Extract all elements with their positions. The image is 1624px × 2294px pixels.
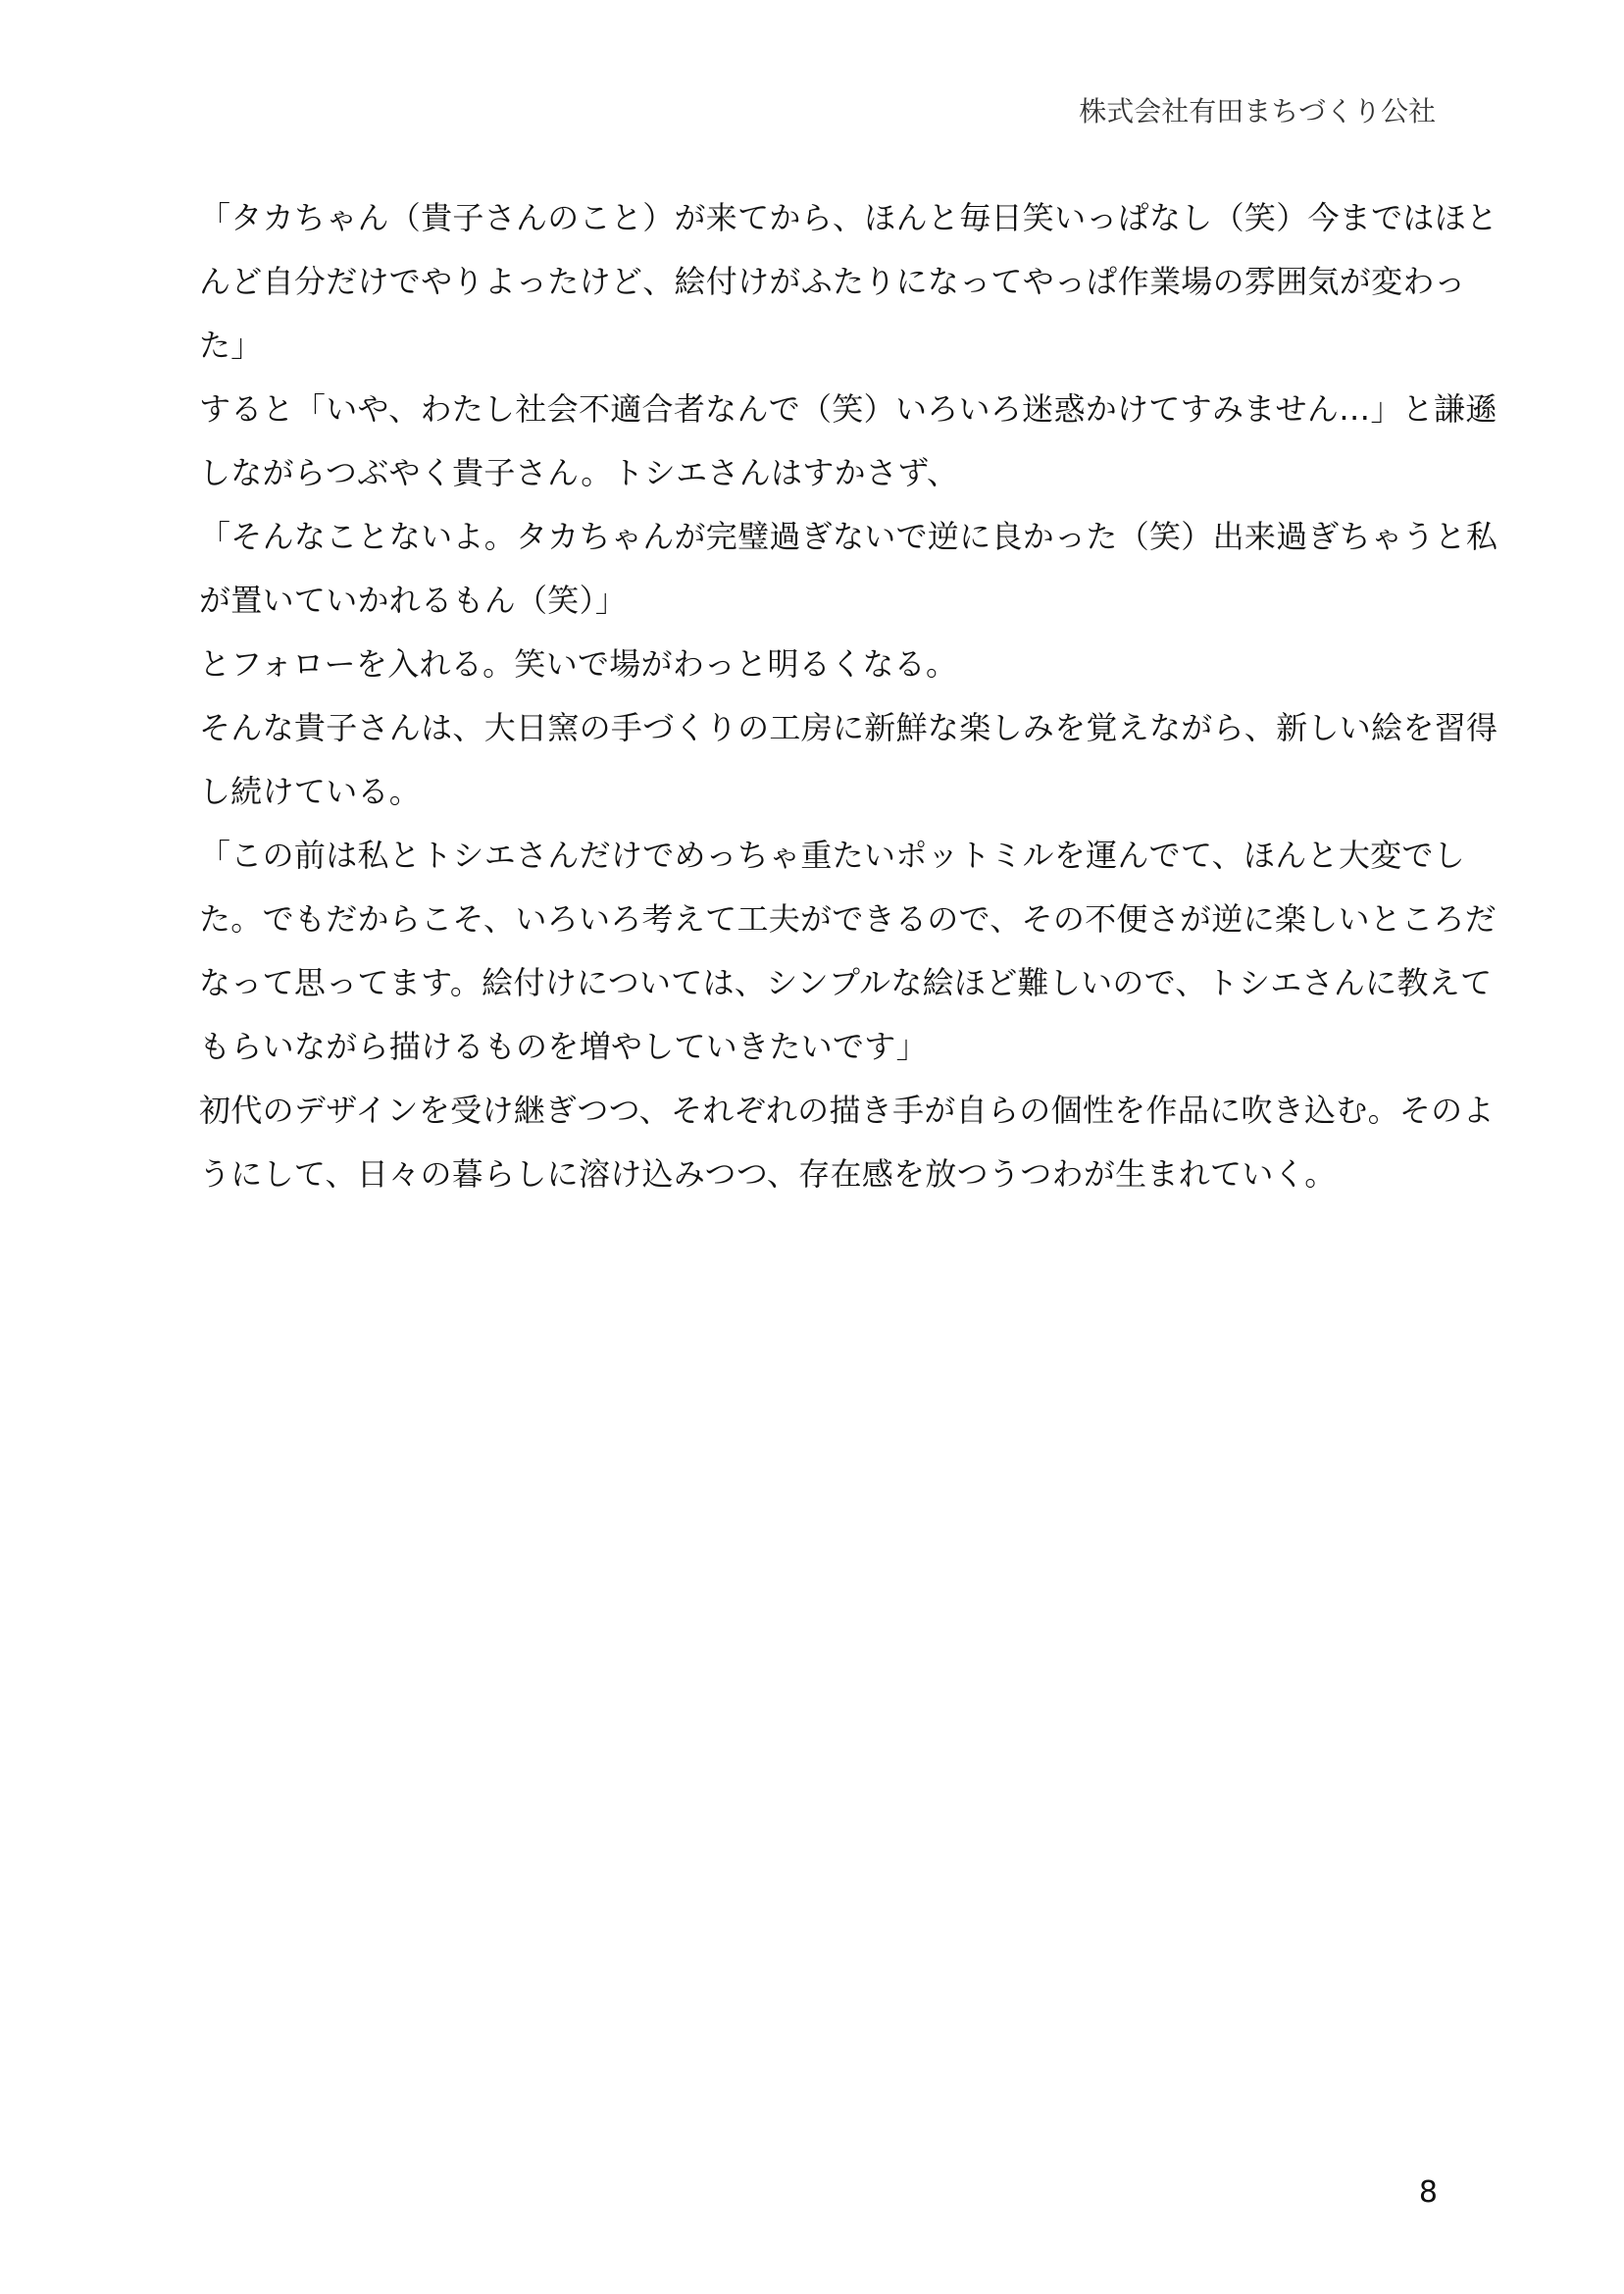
body-text bbox=[199, 186, 1498, 1206]
text-line: た。でもだからこそ、いろいろ考えて工夫ができるので、その不便さが逆に楽しいところだ bbox=[199, 900, 1497, 938]
text-line: もらいながら描けるものを増やしていきたいです」 bbox=[199, 1028, 928, 1065]
text-line: うにして、日々の暮らしに溶け込みつつ、存在感を放つうつわが生まれていく。 bbox=[199, 1155, 1337, 1193]
text-line: とフォローを入れる。笑いで場がわっと明るくなる。 bbox=[199, 645, 958, 683]
text-line: 「この前は私とトシエさんだけでめっちゃ重たいポットミルを運んでて、ほんと大変でし bbox=[199, 837, 1466, 874]
text-line: しながらつぶやく貴子さん。トシエさんはすかさず、 bbox=[199, 454, 959, 491]
text-line: 「そんなことないよ。タカちゃんが完璧過ぎないで逆に良かった（笑）出来過ぎちゃうと私 bbox=[199, 518, 1498, 555]
text-line: なって思ってます。絵付けについては、シンプルな絵ほど難しいので、トシエさんに教えて bbox=[199, 964, 1493, 1001]
organization-name: 株式会社有田まちづくり公社 bbox=[1079, 95, 1436, 127]
text-line: んど自分だけでやりよったけど、絵付けがふたりになってやっぱ作業場の雰囲気が変わっ bbox=[199, 263, 1466, 300]
page-number: 8 bbox=[1418, 2175, 1438, 2210]
text-line: し続けている。 bbox=[199, 773, 422, 810]
text-line: 初代のデザインを受け継ぎつつ、それぞれの描き手が自らの個性を作品に吹き込む。そのよ bbox=[199, 1092, 1495, 1129]
text-line: すると「いや、わたし社会不適合者なんで（笑）いろいろ迷惑かけてすみません…」と謙遜 bbox=[199, 390, 1497, 428]
text-line: 「タカちゃん（貴子さんのこと）が来てから、ほんと毎日笑いっぱなし（笑）今まではほと bbox=[199, 199, 1498, 236]
page-header bbox=[1079, 94, 1436, 129]
text-line: そんな貴子さんは、大日窯の手づくりの工房に新鮮な楽しみを覚えながら、新しい絵を習得 bbox=[199, 709, 1498, 746]
text-line: が置いていかれるもん（笑）」 bbox=[199, 582, 628, 619]
text-line: た」 bbox=[199, 327, 263, 364]
